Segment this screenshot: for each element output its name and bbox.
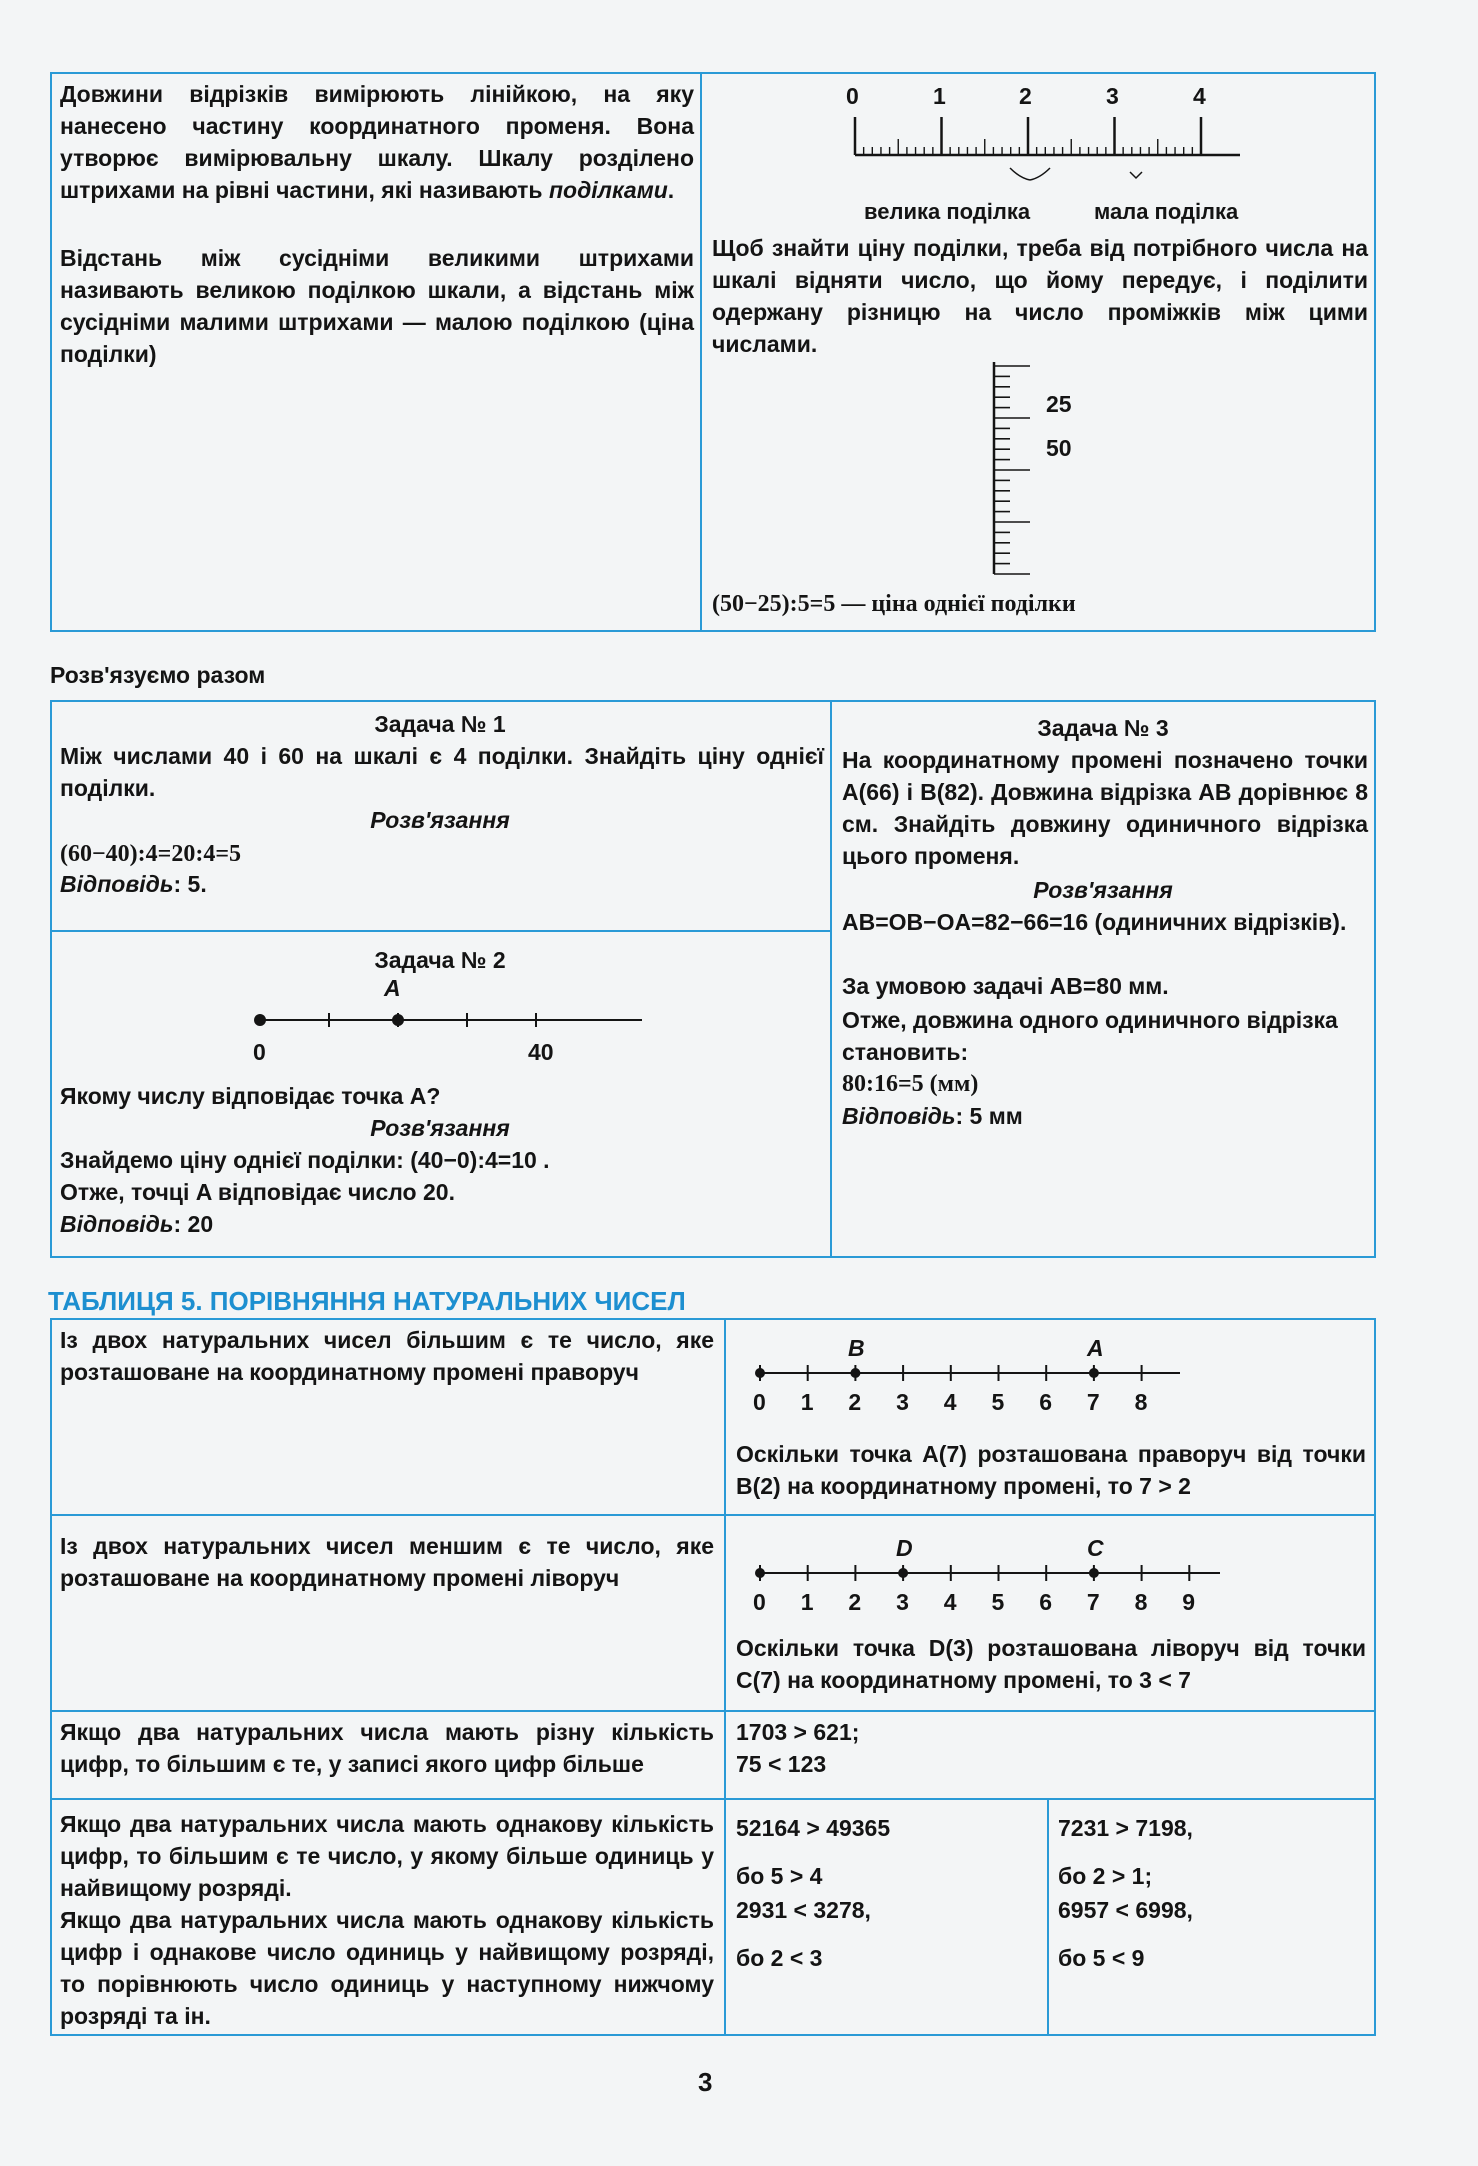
table5-row-divider-3: [50, 1798, 1376, 1800]
table5-row-divider-2: [50, 1710, 1376, 1712]
together-heading: Розв'язуємо разом: [50, 662, 266, 688]
row1-point-a-label: A: [1087, 1335, 1104, 1361]
ruler-number-4: 4: [1193, 83, 1206, 109]
task3-line3: Отже, довжина одного одиничного відрізка становить:: [842, 1007, 1338, 1065]
table5-col-divider: [724, 1318, 726, 2036]
axis-number-label: 6: [1039, 1589, 1052, 1615]
table5-row-divider-1: [50, 1514, 1376, 1516]
division-price-formula: (50−25):5=5 — ціна однієї поділки: [712, 591, 1076, 617]
marked-point: [1089, 1368, 1099, 1378]
axis-number-label: 1: [800, 1589, 814, 1615]
table5-row1-example: Оскільки точка A(7) розташована праворуч від точки B(2) на координатному промені, то 7 > 2: [736, 1441, 1366, 1499]
ruler-number-0: 0: [846, 83, 859, 109]
ruler-ticks: [855, 117, 1201, 155]
table5-row4-rule2: Якщо два натуральних числа мають однакову кількість цифр і однакове число одиниць у найвищому розряді, то порівнюють число одиниць у наступному нижчому розряді та ін.: [60, 1907, 714, 2029]
axis-number-label: 2: [848, 1389, 862, 1415]
task3-answer: Відповідь: 5 мм: [842, 1103, 1023, 1129]
axis-number-label: 0: [753, 1589, 766, 1615]
row4-colB-line1: 7231 > 7198,: [1058, 1815, 1193, 1841]
table5-row3-example-1: 1703 > 621;: [736, 1719, 860, 1745]
table5-row3-example-2: 75 < 123: [736, 1751, 827, 1777]
ruler-number-1: 1: [933, 83, 946, 109]
origin-point: [755, 1568, 765, 1578]
axis-number-label: 4: [943, 1389, 957, 1415]
row2-number-line: [750, 1560, 1230, 1590]
ruler-box-divider: [700, 72, 702, 632]
task2-point-label: A: [384, 975, 401, 1001]
task3-text: На координатному промені позначено точки A(66) і B(82). Довжина відрізка AB дорівнює 8 см. Знайдіть довжину одиничного відрізка цього променя.: [842, 747, 1368, 869]
task3-solution-label: Розв'язання: [1033, 877, 1173, 903]
division-definition-text: Відстань між сусідніми великими штрихами називають великою поділкою шкали, а відстань між сусідніми малими штрихами — малою поділкою (ціна поділки): [60, 245, 694, 367]
axis-number-label: 3: [896, 1589, 909, 1615]
row2-point-d-label: D: [896, 1535, 913, 1561]
task2-solution-label: Розв'язання: [370, 1115, 510, 1141]
axis-number-label: 3: [896, 1389, 909, 1415]
row4-colA-line2: бо 5 > 4: [736, 1863, 823, 1889]
axis-number-label: 6: [1039, 1389, 1052, 1415]
task2-question: Якому числу відповідає точка A?: [60, 1083, 441, 1109]
page-number: 3: [698, 2067, 713, 2097]
table5-row1-rule: Із двох натуральних чисел більшим є те число, яке розташоване на координатному промені праворуч: [60, 1327, 714, 1385]
big-division-bracket-right: [1030, 168, 1050, 180]
task1-answer: Відповідь: 5.: [60, 871, 207, 897]
tasks-divider-horizontal: [50, 930, 830, 932]
axis-number-label: 4: [943, 1589, 957, 1615]
axis-number-label: 7: [1086, 1389, 1100, 1415]
row4-colA-line4: бо 2 < 3: [736, 1945, 823, 1971]
task1-title: Задача № 1: [374, 711, 506, 737]
big-division-label: велика поділка: [864, 199, 1031, 224]
term-podilky: поділками: [548, 177, 668, 203]
row4-colB-line2: бо 2 > 1;: [1058, 1863, 1153, 1889]
ruler-number-2: 2: [1019, 83, 1032, 109]
axis-number-label: 2: [848, 1589, 862, 1615]
task2-answer: Відповідь: 20: [60, 1211, 214, 1237]
axis-number-label: 7: [1086, 1589, 1100, 1615]
task1-solution-label: Розв'язання: [370, 807, 510, 833]
row4-colB-line3: 6957 < 6998,: [1058, 1897, 1193, 1923]
task2-origin-point: [254, 1014, 266, 1026]
task2-axis-label-40: 40: [528, 1039, 554, 1065]
small-division-marker: [1130, 172, 1142, 178]
table5-row2-example: Оскільки точка D(3) розташована ліворуч від точки C(7) на координатному промені, то 3 < 7: [736, 1635, 1366, 1693]
tasks-divider-vertical: [830, 700, 832, 1258]
table5-row4-rule1: Якщо два натуральних числа мають однакову кількість цифр, то більшим є те число, у якому більше одиниць у найвищому розряді.: [60, 1811, 714, 1901]
task2-title: Задача № 2: [374, 947, 506, 973]
ruler-number-3: 3: [1106, 83, 1119, 109]
marked-point: [850, 1368, 860, 1378]
task1-solution: (60−40):4=20:4=5: [60, 841, 241, 867]
origin-point: [755, 1368, 765, 1378]
task3-title: Задача № 3: [1037, 715, 1169, 741]
row1-number-line: [750, 1360, 1200, 1390]
ruler-definition-text: Довжини відрізків вимірюють лінійкою, на яку нанесено частину координатного променя. Вона утворює вимірювальну шкалу. Шкалу розділено штрихами на рівні частини, які називають поділками.: [60, 81, 694, 203]
task2-point-a: [392, 1014, 404, 1026]
row4-colB-line4: бо 5 < 9: [1058, 1945, 1145, 1971]
division-price-rule: Щоб знайти ціну поділки, треба від потрібного числа на шкалі відняти число, що йому передує, і поділити одержану різницю на число проміжків між цими числами.: [712, 235, 1368, 357]
row4-colA-line3: 2931 < 3278,: [736, 1897, 871, 1923]
big-division-bracket-left: [1010, 168, 1030, 180]
table5-row2-rule: Із двох натуральних чисел меншим є те число, яке розташоване на координатному промені ліворуч: [60, 1533, 714, 1591]
table5-title: ТАБЛИЦЯ 5. ПОРІВНЯННЯ НАТУРАЛЬНИХ ЧИСЕЛ: [48, 1286, 686, 1316]
task3-line1: AB=OB−OA=82−66=16 (одиничних відрізків).: [842, 909, 1347, 935]
vertical-scale-ticks: [994, 366, 1030, 574]
small-division-label: мала поділка: [1094, 199, 1239, 224]
task2-line2: Отже, точці A відповідає число 20.: [60, 1179, 455, 1205]
table5-row3-rule: Якщо два натуральних числа мають різну кількість цифр, то більшим є те, у записі якого цифр більше: [60, 1719, 714, 1777]
axis-number-label: 8: [1134, 1389, 1148, 1415]
task2-axis-label-0: 0: [253, 1039, 266, 1065]
row4-colA-line1: 52164 > 49365: [736, 1815, 891, 1841]
axis-number-label: 1: [800, 1389, 814, 1415]
axis-number-label: 9: [1182, 1589, 1196, 1615]
axis-number-label: 0: [753, 1389, 766, 1415]
axis-number-label: 5: [991, 1589, 1005, 1615]
vertical-scale-label-25: 25: [1046, 391, 1072, 417]
task2-number-line: [250, 1000, 650, 1040]
vertical-scale-label-50: 50: [1046, 435, 1072, 461]
task1-text: Між числами 40 і 60 на шкалі є 4 поділки. Знайдіть ціну однієї поділки.: [60, 743, 824, 801]
task3-line4: 80:16=5 (мм): [842, 1071, 979, 1097]
marked-point: [898, 1568, 908, 1578]
task2-line1: Знайдемо ціну однієї поділки: (40−0):4=10 .: [60, 1147, 550, 1173]
marked-point: [1089, 1568, 1099, 1578]
axis-number-label: 8: [1134, 1589, 1148, 1615]
task3-line2: За умовою задачі AB=80 мм.: [842, 973, 1169, 999]
row1-point-b-label: B: [848, 1335, 865, 1361]
table5-row4-split: [1047, 1798, 1049, 2036]
row2-point-c-label: C: [1087, 1535, 1104, 1561]
axis-number-label: 5: [991, 1389, 1005, 1415]
